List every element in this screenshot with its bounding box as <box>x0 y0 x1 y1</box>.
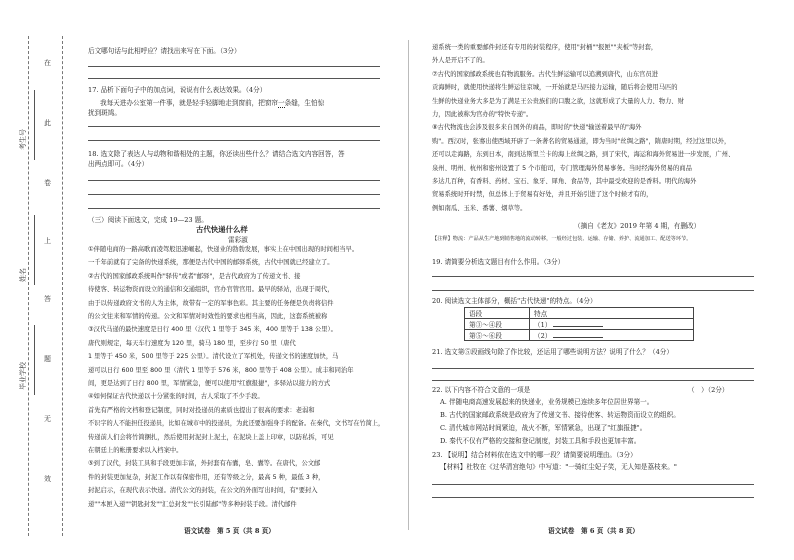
table-row <box>465 330 694 341</box>
option-c: C. 清代城市网站时间紧迫，战火不断，军情紧急，出现了"红旗报捷"。 <box>440 424 647 432</box>
section-heading: （三）阅读下面选文，完成 19—23 题。 <box>88 216 208 224</box>
table-row <box>465 319 694 330</box>
question-23: 23. 【说明】结合材料依在选文中的哪一段？请简要说明理由。（3分） <box>432 451 637 459</box>
article-line: 一千年前就有了完备的快递系统，那便是古代中国的邮驿系统，古代中国就已经建立了。 <box>88 259 334 267</box>
q16-tail: 后文哪句话与此相呼应？请找出来写在下面。（3分） <box>88 47 241 55</box>
question-17: 17. 品析下面句子中的加点词，说说有什么表达效果。（4分） <box>88 86 267 94</box>
q17-quote-part: 条缝，生怕惊 <box>284 99 325 107</box>
table-header: 语段 <box>465 308 530 319</box>
article-line: ③汉代马递的最快速度是日行 400 里（汉代 1 里等于 345 米，400 里等于 138 公里）。 <box>88 326 337 334</box>
school-text: 毕业学校 <box>19 362 27 390</box>
option-b: B. 古代的国家邮政系统是政府为了传递文书、接待使客、转运物资而设立的组织。 <box>440 411 680 419</box>
name-label <box>18 268 28 282</box>
table-cell[interactable] <box>530 330 694 341</box>
question-18-cont: 出两点即可。（4分） <box>88 160 149 168</box>
seal-char: 在 <box>44 59 51 67</box>
table-cell[interactable] <box>530 319 694 330</box>
answer-line[interactable] <box>432 380 754 381</box>
name-text: 姓名 <box>19 268 27 282</box>
seal-char: 上 <box>44 237 51 245</box>
seal-char: 答 <box>44 295 51 303</box>
article-line: 待使客、转运物资而设立的通信和交通组织，官办官管官用。最早的驿站，出现于周代， <box>88 286 334 294</box>
answer-line[interactable] <box>432 497 754 498</box>
article-line: 生鲜的快递业务大多是为了满足王公贵族们的口腹之欲，这就形成了大量的人力、物力、财 <box>432 97 684 105</box>
question-21: 21. 选文第⑤段画线句除了作比较，还运用了哪些说明方法？说明了什么？（4分） <box>432 348 673 356</box>
seal-char: 此 <box>44 119 51 127</box>
article-line: 递系统一类的重要邮件封还有专用的封装程序，使用"封桶""报匣""夹板"等封套， <box>432 44 658 51</box>
page-footer: 语文试卷 第 6 页（共 8 页） <box>548 527 639 535</box>
article-line: ④如何保证古代快递以十分紧张的时间，古人采取了不少手段。 <box>88 393 264 401</box>
article-source: （摘自《老友》2019 年第 4 期，有删改） <box>574 222 701 230</box>
table-header: 特点 <box>530 308 694 319</box>
blank-line[interactable] <box>553 326 603 327</box>
question-22: 22. 以下内容不符合文意的一项是 <box>432 386 531 394</box>
article-line: 传递前人们会将竹简捆扎，然后使用封泥封上泥土，在泥块上盖上印章，以防私拆，可见 <box>88 433 334 441</box>
table-cell-text: （1） <box>534 321 552 329</box>
article-line: 在朝廷上的帐册要求以入档案中。 <box>88 447 183 454</box>
article-author: 雷彩淑 <box>228 236 248 244</box>
answer-line[interactable] <box>88 126 380 127</box>
article-line: 递可以日行 600 里至 800 里（清代 1 里等于 576 米，800 里等于 408 公里）。成丰和同治年 <box>88 366 354 374</box>
article-line: ⑤到了汉代，封装工具和手段更加丰富，外封套有布囊，皂、囊等。在唐代，公文邮 <box>88 460 321 468</box>
name-field[interactable] <box>34 215 35 285</box>
article-line: 首先有严格的文档和登记制度，同时对投递员的素质也提出了很高的要求：老弱和 <box>88 406 315 414</box>
article-line: 贡海鲜时，就使用快递将生鲜运往京城，一开始就是马匹接力运输，随后将会使用马匹的 <box>432 84 678 92</box>
features-table <box>464 307 694 341</box>
seal-char: 题 <box>44 355 51 363</box>
answer-line[interactable] <box>88 78 380 79</box>
article-line: 由于以传递政府文书的人为主体，故带有一定的军事色彩。其主要的任务便是负责将信件 <box>88 299 334 307</box>
binding-line <box>28 36 29 536</box>
blank-line[interactable] <box>553 337 603 338</box>
article-line: 例如南瓜、玉米、番薯、烟草等。 <box>432 204 527 212</box>
question-18: 18. 选文除了表达人与动物和谐相处的主题，你还读出些什么？请结合选文内容回答，答 <box>88 150 345 158</box>
article-line: 还可以走海路，东到日本，南到达斯里兰卡的海上丝绸之路，到了宋代，海运和海外贸易进一步发展，广州、 <box>432 151 735 159</box>
answer-line[interactable] <box>88 180 380 181</box>
q22-answer-bracket[interactable]: （ ）（2分） <box>688 386 729 394</box>
answer-line[interactable] <box>88 140 380 141</box>
article-line: 1 里等于 450 米，500 里等于 225 公里）。清代设立了军机处，传递文书的速度加快，马 <box>88 353 339 361</box>
footnote: 【注释】物流：产品从生产地到销售地的流动转移，一般经过包装、运输、存储、养护、流通加工、配送等环节。 <box>432 236 692 242</box>
article-line: ①伴随电商的一路高歌而凌驾般迅速崛起，快递业的勃勃发展，事实上在中国出现的时间相当早。 <box>88 246 359 253</box>
article-line: 递""本匣入递""钥匙封发""汇总封发""长引陆邮"等多种封装手段。清代邮件 <box>88 500 297 508</box>
answer-line[interactable] <box>432 276 754 277</box>
examinee-number-text: 考生号 <box>19 129 27 150</box>
answer-line[interactable] <box>432 368 754 369</box>
examinee-number-field[interactable] <box>34 90 35 160</box>
article-title: 古代快递什么样 <box>196 225 248 234</box>
table-cell: 第⑤～⑥段 <box>465 330 530 341</box>
answer-line[interactable] <box>88 194 380 195</box>
answer-line[interactable] <box>88 208 380 209</box>
school-field[interactable] <box>34 325 35 395</box>
article-line: ⑧古代物流也会涉及很多来自国外的商品，即时的"快递"输送着最早的"海外 <box>432 124 642 132</box>
article-line: 力，因此被称为官办的"特快专递"。 <box>432 111 533 118</box>
q17-quote-part: 我每天进办公室第一件事，就是轻手轻脚地走到窗前，把窗帘 <box>100 99 279 107</box>
material: 【材料】杜牧在《过华清宫绝句》中写道："一骑红尘妃子笑，无人知是荔枝来。" <box>440 463 677 471</box>
q17-quote-end: 扰到斑鸠。 <box>88 109 121 117</box>
table-cell-text: （2） <box>534 332 552 340</box>
article-line: 泉州、明州、杭州和密州设置了 5 个市舶司，专门管理海外贸易事务。当时经海外贸易的商品 <box>432 164 692 172</box>
seal-line <box>62 36 63 536</box>
answer-line[interactable] <box>432 484 754 485</box>
question-19: 19. 请简要分析选文题目有什么作用。（3分） <box>432 258 565 266</box>
table-row <box>465 308 694 319</box>
article-line: 的公文往来和军情的传递。公文和军情对时效性的要求也相当高，因此，这套系统被称 <box>88 313 328 320</box>
q17-quote <box>100 99 324 107</box>
dotted-word: 一 <box>278 99 285 107</box>
option-a: A. 伴随电商高速发展起来的快递业，业务规模已连续多年位居世界第一。 <box>440 398 654 406</box>
article-line: 间，更是达到了日行 800 里，军情紧急，便可以使用"红旗报捷"，多驿站以接力的方式 <box>88 380 331 387</box>
question-20: 20. 阅读选文主体部分，概括"古代快递"的特点。（4分） <box>432 297 597 305</box>
article-line: 外人是开启不了的。 <box>432 57 489 65</box>
table-cell: 第③～④段 <box>465 319 530 330</box>
article-line: 件的封装更加复杂，封泥工作以有保密作用，还有等级之分，最高 5 种，最低 3 种， <box>88 473 325 481</box>
article-line: 不识字的人不能担任投递员，比如在城市中的投递员，为此还要加强身手的配备。在秦代，文书写在竹简上， <box>88 420 385 428</box>
article-line: 唐代则规定，每天车行速度为 120 里，骑马 180 里，至步行 50 里（唐代 <box>88 339 296 347</box>
page-divider <box>408 40 409 530</box>
page-footer: 语文试卷 第 5 页（共 8 页） <box>184 527 275 535</box>
article-line: ②古代的国家邮政系统叫作"驿传"或者"邮驿"，是古代政府为了传递文书、接 <box>88 272 301 280</box>
seal-char: 效 <box>44 475 51 483</box>
seal-char: 卷 <box>44 179 51 187</box>
school-label <box>18 362 28 390</box>
examinee-number-label <box>18 110 28 150</box>
answer-line[interactable] <box>432 290 754 291</box>
article-line: ⑦古代的国家邮政系统也有物流服务。古代生鲜运输可以追溯到唐代，山东官员进 <box>432 70 659 78</box>
option-d: D. 秦代不仅有严格的交接和登记制度，封装工具和手段也更加丰富。 <box>440 437 641 445</box>
article-line: 多达几百种，有香料、药材、宝石、象牙、犀角、食品等，其中最受欢迎的是香料。明代的海外 <box>432 178 697 185</box>
seal-char: 无 <box>44 415 51 423</box>
answer-line[interactable] <box>88 66 380 67</box>
article-line: 购"。西汉时，张骞出使西域开辟了一条著名的贸易通道，即为当时"丝绸之路"，隋唐时期，经过这里以外， <box>432 137 731 145</box>
article-line: 贸易系统时开时禁，但总体上于贸易有好处，并且开始引进了这个时候才有的， <box>432 191 653 199</box>
article-line: 封泥启示，在现代表示快递。清代公文的封装，在公文的外面写出时间，有"要封入 <box>88 487 318 495</box>
